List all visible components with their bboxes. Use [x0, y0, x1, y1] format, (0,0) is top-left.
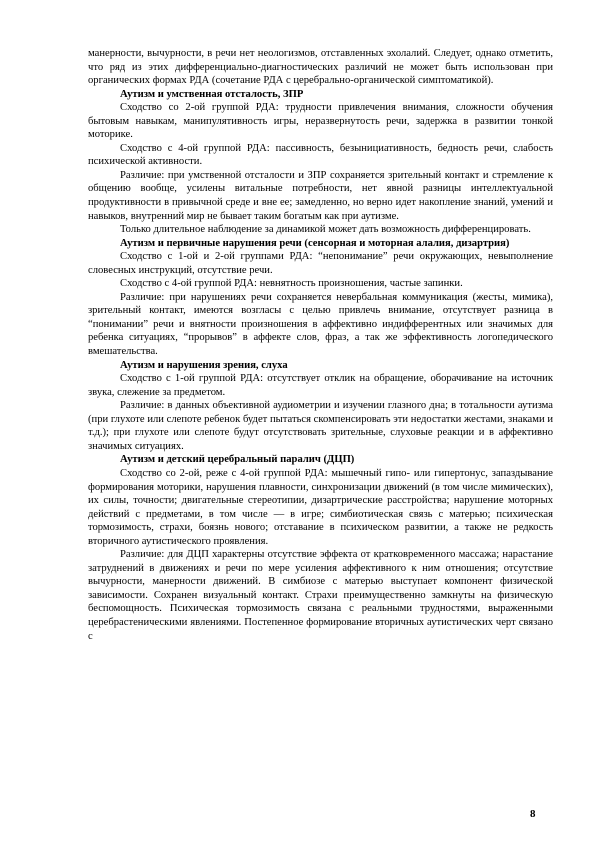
paragraph-similarity-group-4-speech: Сходство с 4-ой группой РДА: невнятность произношения, частые запинки.: [120, 278, 463, 290]
paragraph-similarity-group-4: Сходство с 4-ой группой РДА: пассивность, безынициативность, бедность речи, слабость психической активности.: [88, 142, 553, 168]
section-heading-mental-retardation: Аутизм и умственная отсталость, ЗПР: [120, 88, 304, 100]
page-number: 8: [530, 808, 536, 820]
paragraph-difference-mental-retardation: Различие: при умственной отсталости и ЗПР сохраняется зрительный контакт и стремление к общению вообще, усилены витальные потребности, нет явной разницы интеллектуальной продуктивности в привычной среде и вне ее; замедленно, но верно идет накопление знаний, умений и навыков, внутренний мир не бывает таким богатым как при аутизме.: [88, 169, 553, 222]
section-heading-vision-hearing: Аутизм и нарушения зрения, слуха: [120, 359, 288, 371]
paragraph-similarity-cerebral-palsy: Сходство со 2-ой, реже с 4-ой группой РДА: мышечный гипо- или гипертонус, запаздывание формирования моторики, нарушения плавности, синхронизации движений (в том числе мимических), их силы, точности; двигательные стереотипии, дизартрические расстройства; нарушение моторных действий с предметами, в том числе — в игре; симбиотическая связь с матерью; психическая тормозимость, страхи, боязнь нового; отставание в психическом развитии, а также не редкость вторичного аутистического проявления.: [88, 467, 553, 547]
paragraph-similarity-group-1: Сходство с 1-ой группой РДА: отсутствует отклик на обращение, оборачивание на источник звука, слежение за предметом.: [88, 373, 553, 398]
section-heading-speech-disorders: Аутизм и первичные нарушения речи (сенсорная и моторная алалия, дизартрия): [120, 237, 510, 249]
paragraph-similarity-group-2: Сходство со 2-ой группой РДА: трудности привлечения внимания, сложности обучения бытовым навыкам, манипулятивность игры, неразвернутость речи, задержка в развитии тонкой моторике.: [88, 102, 553, 141]
paragraph-continuation: манерности, вычурности, в речи нет неологизмов, отставленных эхолалий. Следует, однако отметить, что ряд из этих дифференциально-диагностических различий не может быть использован при органических формах РДА (сочетание РДА с церебрально-органической симптоматикой).: [88, 48, 553, 87]
paragraph-similarity-groups-1-2: Сходство с 1-ой и 2-ой группами РДА: “непонимание” речи окружающих, невыполнение словесных инструкций, отсутствие речи.: [88, 251, 553, 276]
paragraph-difference-cerebral-palsy: Различие: для ДЦП характерны отсутствие эффекта от кратковременного массажа; нарастание затруднений в движениях и речи по мере усиления аффективного к ним отношения; отсутствие вычурности, манерности движений. В симбиозе с матерью выступает компонент физической зависимости. Сохранен визуальный контакт. Страхи преимущественно замкнуты на физическую беспомощность. Психическая тормозимость связана с реальными трудностями, выраженными церебрастеническими явлениями. Постепенное формирование вторичных аутистических черт связано с: [88, 549, 553, 642]
section-heading-cerebral-palsy: Аутизм и детский церебральный паралич (ДЦП): [120, 454, 355, 466]
paragraph-difference-vision-hearing: Различие: в данных объективной аудиометрии и изучении глазного дна; в тотальности аутизма (при глухоте или слепоте ребенок будет пытаться скомпенсировать эти недостатки жестами, знаками и т.д.); при глухоте или слепоте будут отсутствовать зрительные, слуховые реакции и в аффективно значимых ситуациях.: [88, 400, 553, 452]
page-body-text: [88, 47, 553, 643]
paragraph-long-observation: Только длительное наблюдение за динамикой может дать возможность дифференцировать.: [120, 224, 531, 236]
paragraph-difference-speech: Различие: при нарушениях речи сохраняется невербальная коммуникация (жесты, мимика), зрительный контакт, имеются возгласы с целью привлечь внимание, отсутствует разница в “понимании” речи и внятности произношения в аффективно индифферентных или значимых для ребенка ситуациях, “прорывов” в аффекте слов, фраз, а так же эффективность логопедического вмешательства.: [88, 291, 553, 358]
